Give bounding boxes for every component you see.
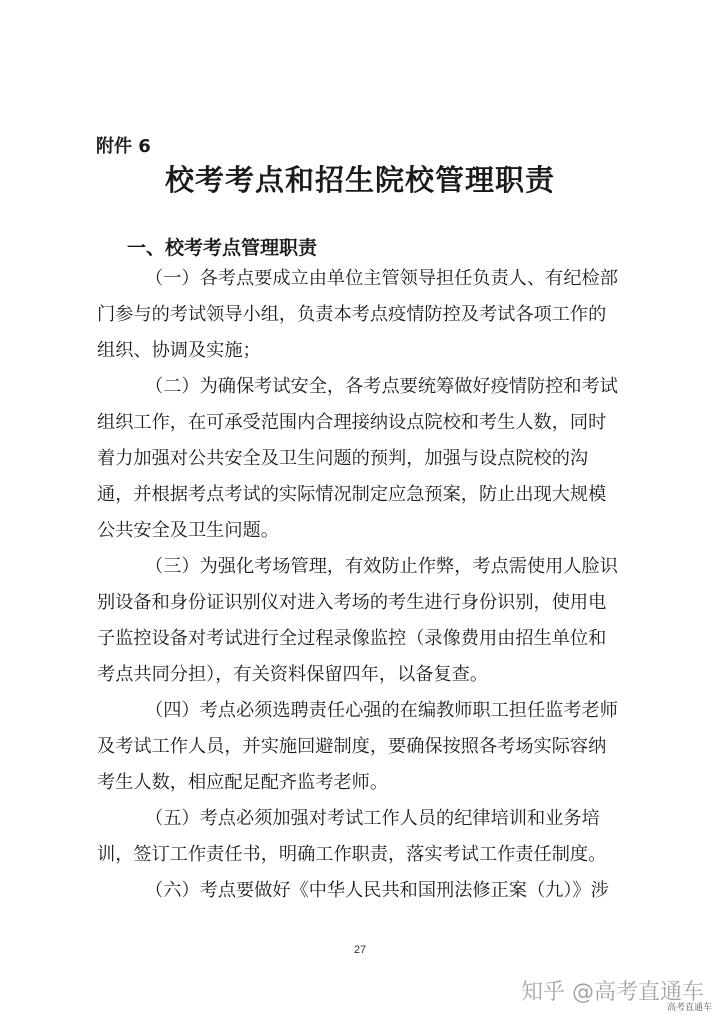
paragraph-line: （一）各考点要成立由单位主管领导担任负责人、有纪检部	[145, 268, 618, 289]
page-number: 27	[353, 944, 367, 956]
paragraph-line: 别设备和身份证识别仪对进入考场的考生进行身份识别，使用电	[97, 592, 607, 613]
watermark: 知乎 @高考直通车	[521, 980, 704, 1005]
paragraph-line: 及考试工作人员，并实施回避制度，要确保按照各考场实际容纳	[97, 736, 607, 757]
paragraph-line: 训，签订工作责任书，明确工作职责，落实考试工作责任制度。	[97, 844, 607, 865]
attachment-label: 附件 6	[96, 136, 151, 157]
paragraph-line: 门参与的考试领导小组，负责本考点疫情防控及考试各项工作的	[97, 304, 607, 325]
paragraph-line: 考点共同分担），有关资料保留四年，以备复查。	[97, 664, 489, 685]
section-heading: 一、校考考点管理职责	[127, 237, 318, 259]
paragraph-line: 组织、协调及实施；	[97, 340, 261, 361]
watermark-small: 高考直通车	[666, 1003, 712, 1013]
paragraph-line: 考生人数，相应配足配齐监考老师。	[97, 772, 389, 793]
paragraph-line: （二）为确保考试安全，各考点要统筹做好疫情防控和考试	[145, 376, 618, 397]
paragraph-line: （五）考点必须加强对考试工作人员的纪律培训和业务培	[145, 808, 600, 829]
paragraph-line: 子监控设备对考试进行全过程录像监控（录像费用由招生单位和	[97, 628, 607, 649]
document-title: 校考考点和招生院校管理职责	[164, 163, 555, 197]
paragraph-line: 组织工作，在可承受范围内合理接纳设点院校和考生人数，同时	[97, 412, 607, 433]
paragraph-line: 公共安全及卫生问题。	[97, 520, 279, 541]
paragraph-line: （六）考点要做好《中华人民共和国刑法修正案（九）》涉	[145, 880, 609, 901]
paragraph-line: （三）为强化考场管理，有效防止作弊，考点需使用人脸识	[145, 556, 618, 577]
paragraph-line: 着力加强对公共安全及卫生问题的预判，加强与设点院校的沟	[97, 448, 589, 469]
paragraph-line: 通，并根据考点考试的实际情况制定应急预案，防止出现大规模	[97, 484, 607, 505]
paragraph-line: （四）考点必须选聘责任心强的在编教师职工担任监考老师	[145, 700, 618, 721]
